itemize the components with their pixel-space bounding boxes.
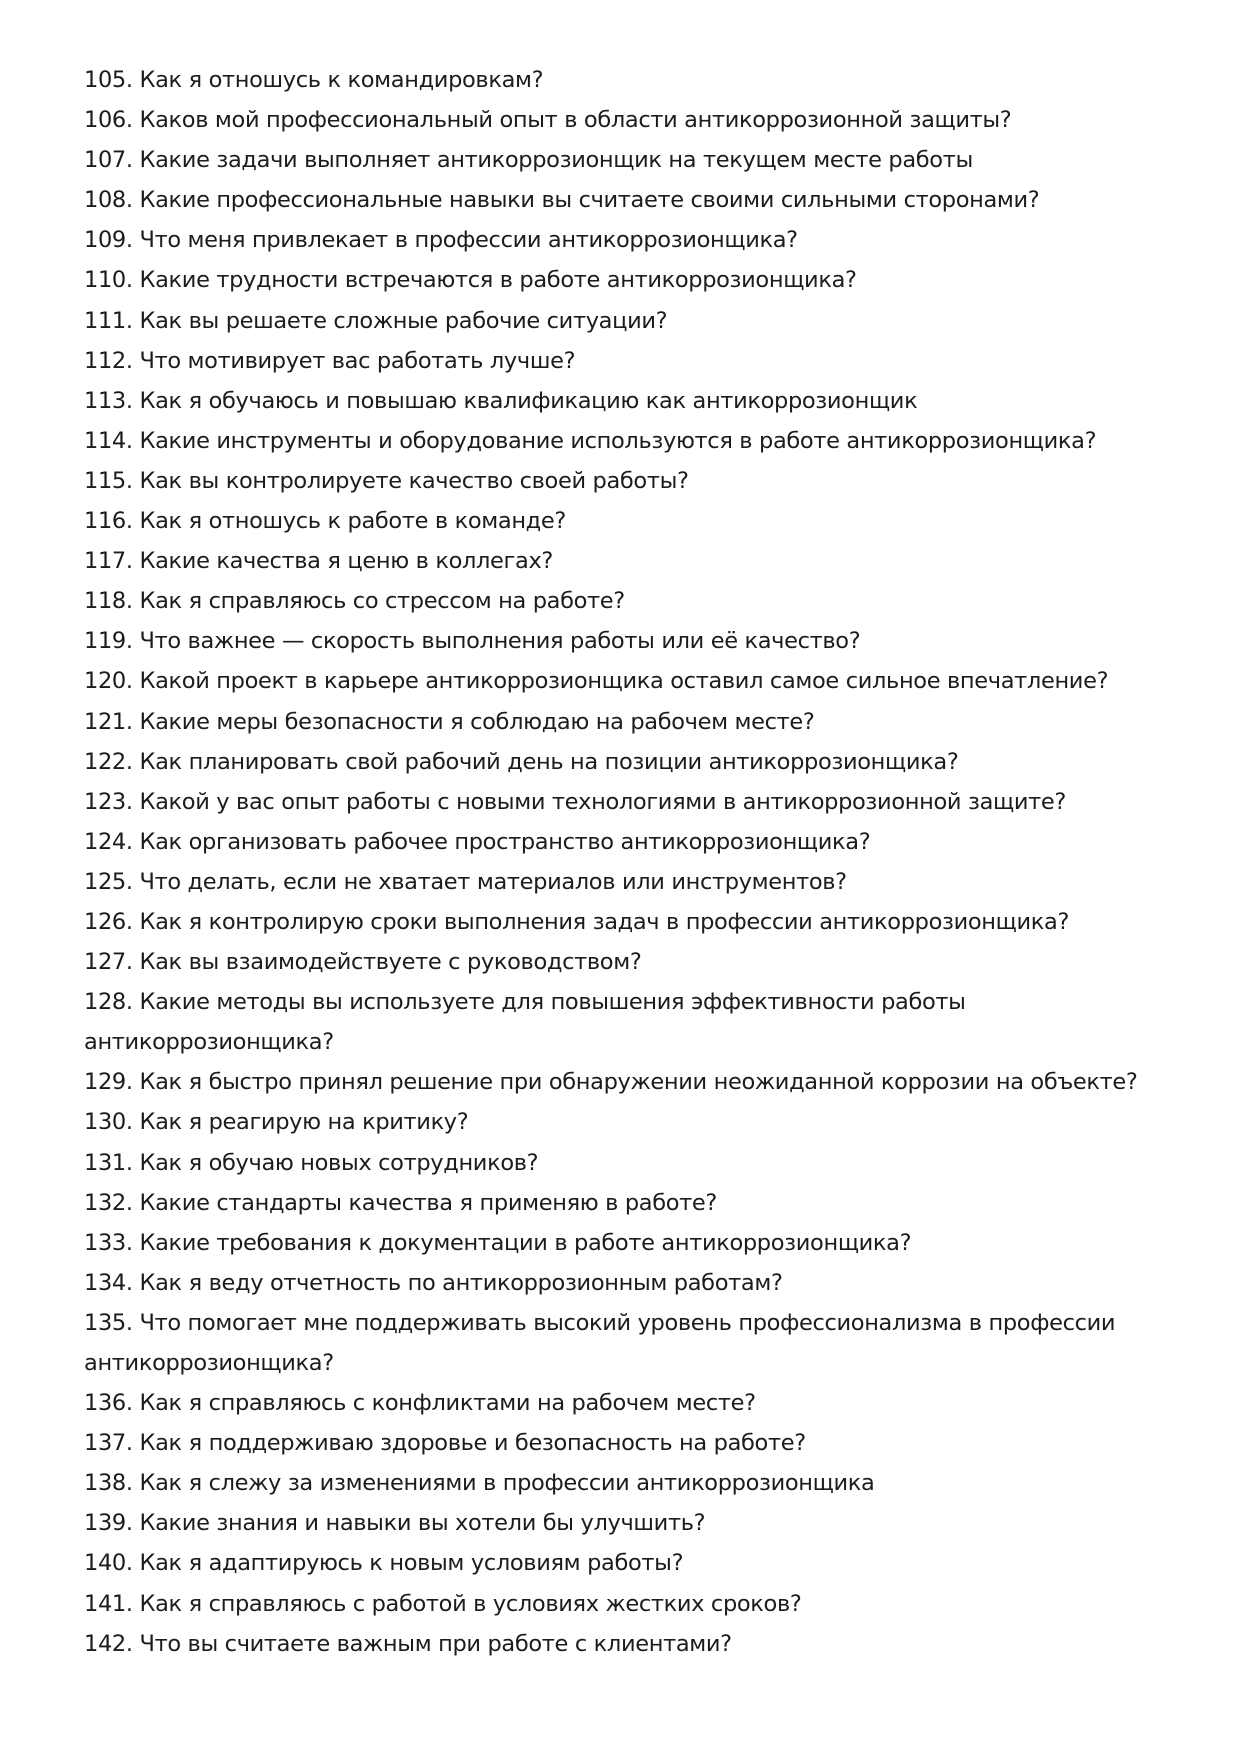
- question-item: 112. Что мотивирует вас работать лучше?: [84, 347, 576, 374]
- question-item: 109. Что меня привлекает в профессии антикоррозионщика?: [84, 227, 798, 254]
- question-item: 124. Как организовать рабочее пространство антикоррозионщика?: [84, 828, 871, 855]
- question-item: 129. Как я быстро принял решение при обнаружении неожиданной коррозии на объекте?: [84, 1069, 1138, 1096]
- question-item: 126. Как я контролирую сроки выполнения задач в профессии антикоррозионщика?: [84, 908, 1070, 935]
- question-item: 135. Что помогает мне поддерживать высокий уровень профессионализма в профессии антикоррозионщика?: [84, 1309, 1116, 1376]
- question-item: 106. Каков мой профессиональный опыт в области антикоррозионной защиты?: [84, 107, 1012, 134]
- question-item: 114. Какие инструменты и оборудование используются в работе антикоррозионщика?: [84, 427, 1097, 454]
- question-item: 105. Как я отношусь к командировкам?: [84, 67, 544, 93]
- question-item: 113. Как я обучаюсь и повышаю квалификацию как антикоррозионщик: [84, 387, 918, 414]
- question-item: 122. Как планировать свой рабочий день на позиции антикоррозионщика?: [84, 748, 959, 775]
- question-list: [84, 60, 1164, 1664]
- question-item: 130. Как я реагирую на критику?: [84, 1109, 469, 1136]
- question-item: 139. Какие знания и навыки вы хотели бы улучшить?: [84, 1510, 706, 1537]
- question-item: 132. Какие стандарты качества я применяю в работе?: [84, 1189, 718, 1216]
- question-item: 115. Как вы контролируете качество своей работы?: [84, 467, 689, 494]
- question-item: 120. Какой проект в карьере антикоррозионщика оставил самое сильное впечатление?: [84, 668, 1109, 695]
- question-item: 131. Как я обучаю новых сотрудников?: [84, 1149, 539, 1176]
- question-item: 108. Какие профессиональные навыки вы считаете своими сильными сторонами?: [84, 187, 1040, 214]
- question-item: 138. Как я слежу за изменениями в профессии антикоррозионщика: [84, 1470, 875, 1497]
- question-item: 125. Что делать, если не хватает материалов или инструментов?: [84, 868, 847, 895]
- question-item: 141. Как я справляюсь с работой в условиях жестких сроков?: [84, 1590, 802, 1617]
- question-item: 123. Какой у вас опыт работы с новыми технологиями в антикоррозионной защите?: [84, 788, 1066, 815]
- question-item: 117. Какие качества я ценю в коллегах?: [84, 548, 554, 575]
- question-item: 118. Как я справляюсь со стрессом на работе?: [84, 588, 625, 615]
- question-item: 119. Что важнее — скорость выполнения работы или её качество?: [84, 628, 861, 655]
- question-item: 121. Какие меры безопасности я соблюдаю на рабочем месте?: [84, 708, 815, 735]
- question-item: 137. Как я поддерживаю здоровье и безопасность на работе?: [84, 1430, 806, 1457]
- document-page: [84, 60, 1164, 1664]
- question-item: 110. Какие трудности встречаются в работе антикоррозионщика?: [84, 267, 857, 294]
- question-item: 107. Какие задачи выполняет антикоррозионщик на текущем месте работы: [84, 147, 973, 174]
- question-item: 133. Какие требования к документации в работе антикоррозионщика?: [84, 1229, 912, 1256]
- question-item: 111. Как вы решаете сложные рабочие ситуации?: [84, 307, 668, 334]
- question-item: 116. Как я отношусь к работе в команде?: [84, 508, 566, 535]
- question-item: 142. Что вы считаете важным при работе с клиентами?: [84, 1630, 732, 1657]
- question-item: 127. Как вы взаимодействуете с руководством?: [84, 949, 642, 976]
- question-item: 140. Как я адаптируюсь к новым условиям работы?: [84, 1550, 684, 1577]
- question-item: 128. Какие методы вы используете для повышения эффективности работы антикоррозионщика?: [84, 989, 966, 1056]
- question-item: 134. Как я веду отчетность по антикоррозионным работам?: [84, 1269, 783, 1296]
- question-item: 136. Как я справляюсь с конфликтами на рабочем месте?: [84, 1390, 756, 1417]
